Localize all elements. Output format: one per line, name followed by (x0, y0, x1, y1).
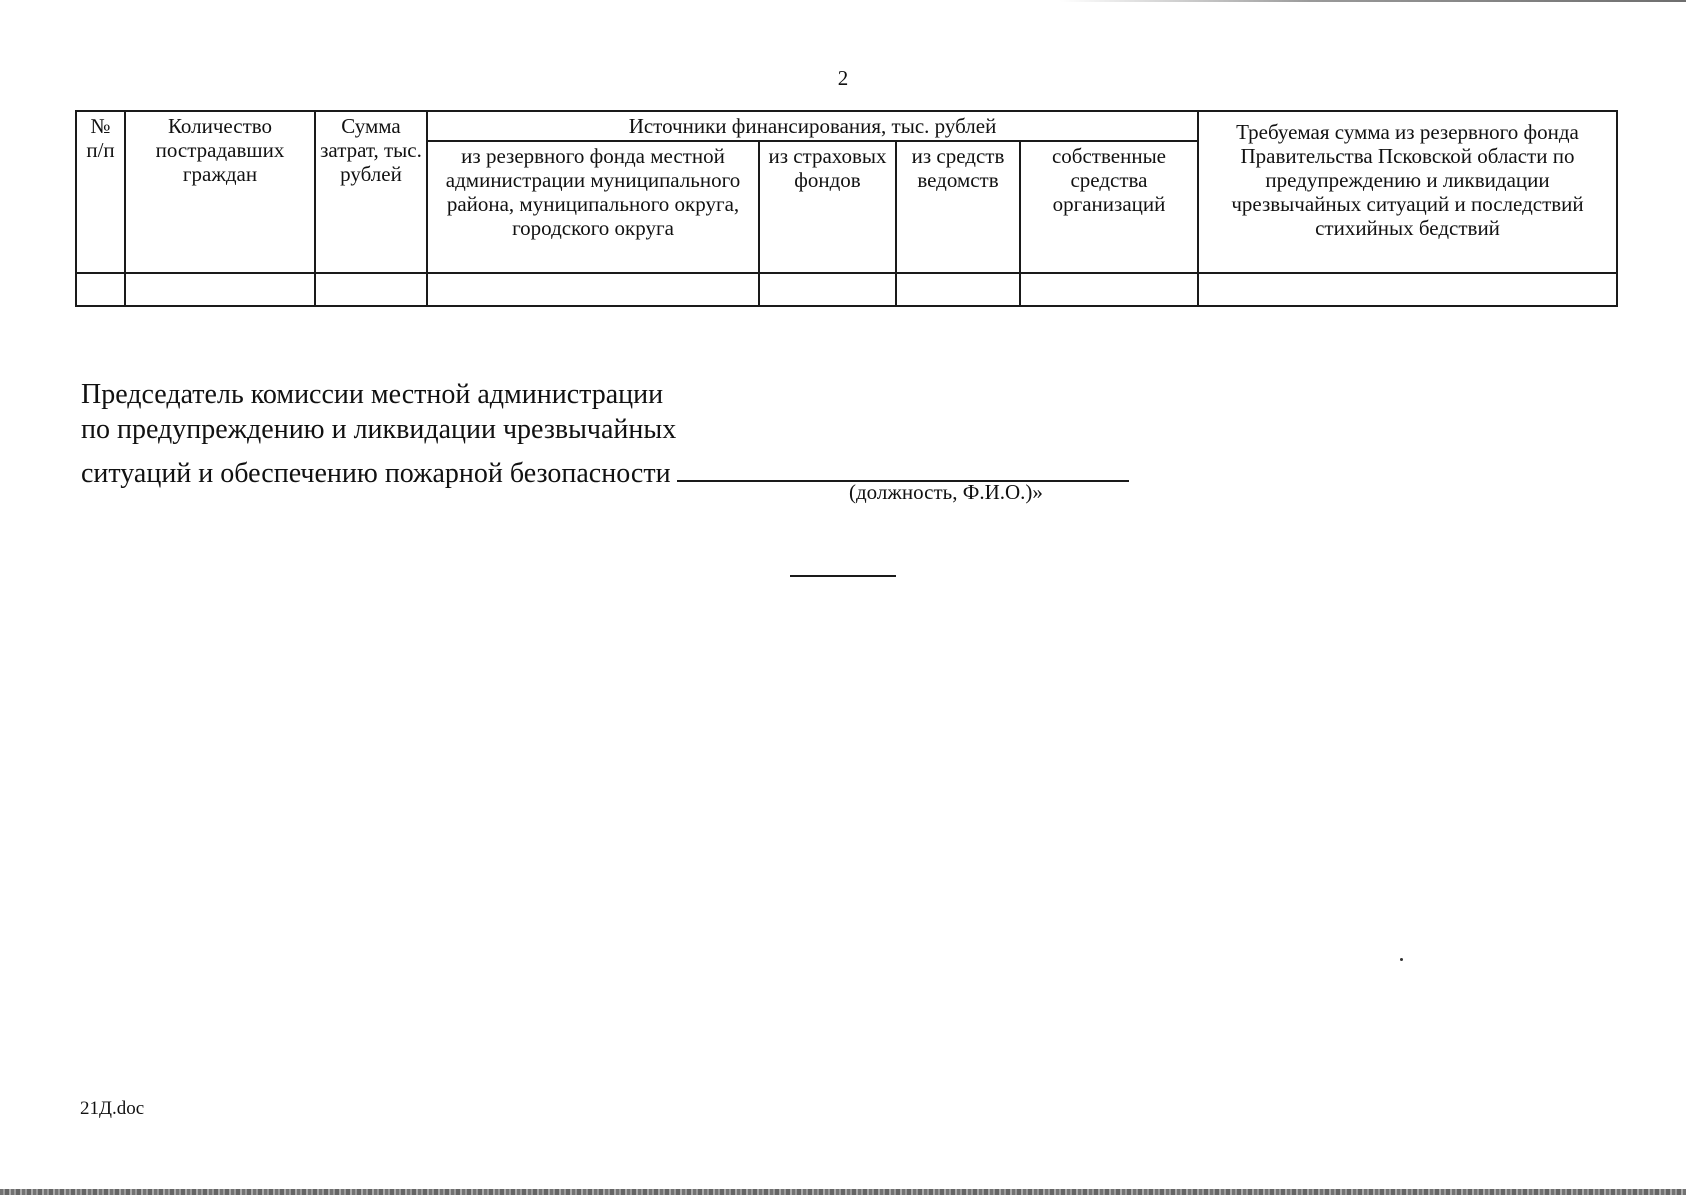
header-insurance-funds: из страховых фондов (759, 141, 896, 273)
header-row-primary (76, 111, 1617, 141)
signature-blank-line (677, 447, 1129, 482)
signature-title-line-3: ситуаций и обеспечению пожарной безопасности (81, 458, 671, 489)
signature-caption: (должность, Ф.И.О.)» (849, 480, 1043, 504)
header-funding-sources: Источники финансирования, тыс. рублей (427, 111, 1198, 141)
table-cell (1020, 273, 1198, 306)
scan-bottom-edge (0, 1189, 1686, 1195)
funding-table (75, 110, 1618, 307)
table-cell (896, 273, 1020, 306)
table-cell (76, 273, 125, 306)
header-number: № п/п (76, 111, 125, 273)
header-victims-count: Количество пострадавших граждан (125, 111, 315, 273)
table-cell (427, 273, 759, 306)
scan-speck (1400, 958, 1403, 961)
table-cell (1198, 273, 1617, 306)
scan-top-edge (1060, 0, 1686, 2)
signature-title-line-1: Председатель комиссии местной администрации (81, 379, 664, 410)
signature-block (81, 377, 1201, 491)
file-name: 21Д.doc (80, 1098, 145, 1119)
table-cell (759, 273, 896, 306)
header-local-reserve: из резервного фонда местной администрации муниципального района, муниципального округа, городского округа (427, 141, 759, 273)
header-total-cost: Сумма затрат, тыс. рублей (315, 111, 427, 273)
header-agency-funds: из средств ведомств (896, 141, 1020, 273)
table-row (76, 273, 1617, 306)
header-own-funds: собственные средства организаций (1020, 141, 1198, 273)
table-cell (125, 273, 315, 306)
page-number: 2 (837, 66, 849, 90)
table-cell (315, 273, 427, 306)
signature-title-line-2: по предупреждению и ликвидации чрезвычайных (81, 414, 677, 445)
header-required-amount: Требуемая сумма из резервного фонда Правительства Псковской области по предупреждению и ликвидации чрезвычайных ситуаций и последствий стихийных бедствий (1198, 111, 1617, 273)
section-divider (790, 575, 896, 577)
